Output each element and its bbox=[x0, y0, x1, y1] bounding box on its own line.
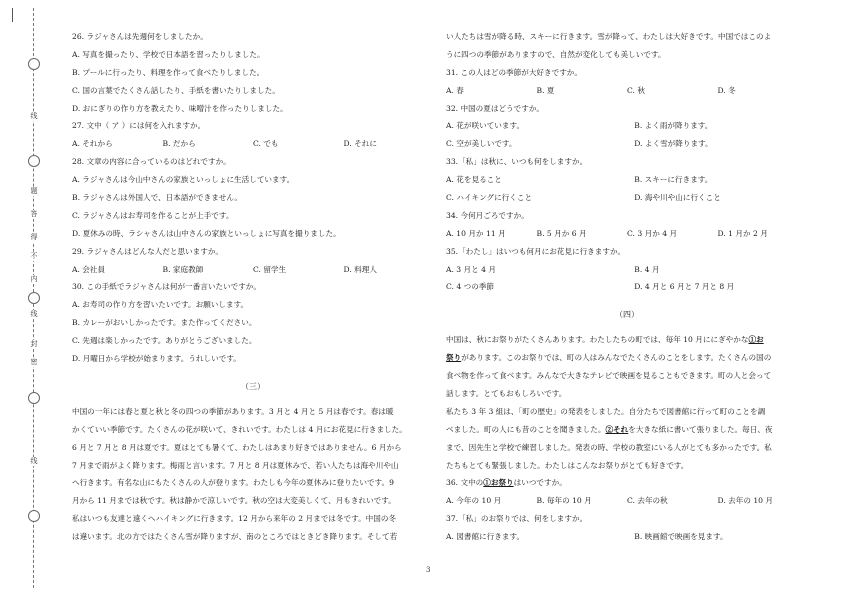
option-c: C. ハイキングに行くこと bbox=[446, 193, 533, 203]
option-c: C. 空が美しいです。 bbox=[446, 139, 517, 149]
passage-line: い人たちは雪が降る時、スキーに行きます。雪が降って、わたしは大好きです。中国ではこのよ bbox=[446, 32, 772, 41]
passage-text: があります。このお祭りでは、町の人はみんなでたくさんのことをします。たくさんの国の bbox=[461, 353, 772, 363]
margin-char: 得 bbox=[28, 233, 40, 242]
option-c: C. でも bbox=[253, 139, 279, 149]
option-b: B. ラジャさんは外国人で、日本語ができません。 bbox=[72, 193, 243, 203]
options-row bbox=[446, 225, 808, 243]
option-b: B. 5 月か 6 月 bbox=[536, 228, 587, 238]
option-a: A. 花が咲いています。 bbox=[446, 121, 525, 131]
passage-line: まで、因先生と学校で練習しました。発表の時、学校の教室にいる人がとても多かったです。私 bbox=[446, 442, 772, 452]
passage-line: 6 月と 7 月と 8 月は夏です。夏はとても暑くて、わたしはあまり好きではありません。6 月から bbox=[72, 442, 402, 452]
section-heading-4: （四） bbox=[615, 310, 639, 320]
option-b: B. 夏 bbox=[536, 85, 555, 95]
option-c: C. ラジャさんはお寿司を作ることが上手です。 bbox=[72, 210, 234, 220]
margin-char: 答 bbox=[28, 210, 40, 219]
option-b: B. スキーに行きます。 bbox=[634, 175, 713, 185]
passage-line: 月から 11 月までは秋です。秋は静かで涼しいです。秋の空は大変美しくて、月もきれいです。 bbox=[72, 496, 396, 506]
passage-text: べました。町の人にも昔のことを聞きました。 bbox=[446, 424, 606, 434]
underlined-term: ①お祭り bbox=[483, 478, 514, 488]
option-b: B. 毎年の 10 月 bbox=[536, 496, 592, 506]
option-d: D. 月曜日から学校が始まります。うれしいです。 bbox=[72, 354, 241, 364]
option-c: C. 留学生 bbox=[253, 264, 287, 274]
options-row bbox=[446, 82, 808, 100]
passage-line bbox=[446, 331, 808, 349]
passage-line bbox=[446, 421, 808, 439]
question-29: 29. ラジャさんはどんな人だと思いますか。 bbox=[72, 246, 224, 256]
question-34: 34. 今何月ごろですか。 bbox=[446, 210, 529, 220]
passage-line: は違います。北の方ではたくさん雪が降りますが、南のところではときどき降ります。そして若 bbox=[72, 532, 398, 542]
option-b: B. 家庭教師 bbox=[162, 264, 204, 274]
option-c: C. 先週は楽しかったです。ありがとうございました。 bbox=[72, 336, 257, 346]
margin-char: 封 bbox=[28, 340, 40, 349]
options-row bbox=[446, 528, 808, 546]
margin-char: 内 bbox=[28, 275, 40, 284]
binding-hole bbox=[28, 155, 40, 167]
option-d: D. 料理人 bbox=[343, 264, 377, 274]
passage-line: 7 月まで雨がよく降ります。梅雨と言います。7 月と 8 月は夏休みで、若い人たちは海や川や山 bbox=[72, 460, 399, 470]
passage-line: 食べ物を作って食べます。みんなで大きなテレビで映画を見ることもできます。町の人と会って bbox=[446, 371, 772, 381]
option-d: D. 1 月か 2 月 bbox=[717, 228, 768, 238]
option-a: A. 春 bbox=[446, 85, 464, 95]
passage-line: 中国の一年には春と夏と秋と冬の四つの季節があります。3 月と 4 月と 5 月は春です。春は暖 bbox=[72, 406, 394, 416]
option-d: D. 冬 bbox=[717, 85, 736, 95]
question-text: 36. 文中の bbox=[446, 478, 484, 488]
options-row bbox=[446, 135, 808, 153]
question-text: はいつですか。 bbox=[513, 478, 567, 488]
options-row bbox=[446, 171, 808, 189]
binding-hole bbox=[28, 392, 40, 404]
options-row bbox=[446, 278, 808, 296]
section-heading-3: （三） bbox=[241, 381, 265, 391]
option-d: D. それに bbox=[343, 139, 377, 149]
option-a: A. それから bbox=[72, 139, 113, 149]
option-d: D. 去年の 10 月 bbox=[717, 496, 774, 506]
option-c: C. 秋 bbox=[627, 85, 645, 95]
options-row bbox=[446, 189, 808, 207]
option-d: D. おにぎりの作り方を教えたり、味噌汁を作ったりしました。 bbox=[72, 103, 288, 113]
question-27: 27. 文中（ ア ）には何を入れますか。 bbox=[72, 121, 206, 131]
underlined-term: ②それ bbox=[605, 424, 629, 434]
page-number: 3 bbox=[426, 566, 431, 574]
options-row bbox=[446, 117, 808, 135]
option-a: A. お寿司の作り方を習いたいです。お願いします。 bbox=[72, 300, 249, 310]
binding-hole bbox=[28, 58, 40, 70]
question-36 bbox=[446, 474, 808, 492]
options-row bbox=[72, 261, 434, 279]
option-a: A. ラジャさんは今山中さんの家族といっしょに生活しています。 bbox=[72, 175, 295, 185]
margin-char: 线 bbox=[28, 310, 40, 319]
question-32: 32. 中国の夏はどうですか。 bbox=[446, 103, 545, 113]
question-30: 30. この手紙でラジャさんは何が一番言いたいですか。 bbox=[72, 282, 261, 292]
margin-char: 题 bbox=[28, 187, 40, 196]
underlined-term: ①お bbox=[748, 335, 764, 345]
underlined-term: 祭り bbox=[446, 353, 462, 363]
question-28: 28. 文章の内容に合っているのはどれですか。 bbox=[72, 157, 231, 167]
margin-char: 线 bbox=[28, 112, 40, 121]
passage-line: 私たち 3 年 3 組は、「町の歴史」の発表をしました。自分たちで図書館に行って町のことを調 bbox=[446, 406, 766, 416]
question-33: 33.「私」は秋に、いつも何をしますか。 bbox=[446, 157, 588, 167]
option-b: B. よく雨が降ります。 bbox=[634, 121, 713, 131]
option-c: C. 3 月か 4 月 bbox=[627, 228, 678, 238]
options-row bbox=[446, 492, 808, 510]
margin-char: 线 bbox=[28, 457, 40, 466]
left-column bbox=[72, 28, 434, 546]
margin-char: 不 bbox=[28, 252, 40, 261]
right-column bbox=[446, 28, 808, 546]
option-d: D. よく雪が降ります。 bbox=[634, 139, 713, 149]
option-d: D. 夏休みの時、ラシャさんは山中さんの家族といっしょに写真を撮りました。 bbox=[72, 228, 341, 238]
binding-hole bbox=[28, 510, 40, 522]
option-a: A. 会社員 bbox=[72, 264, 106, 274]
question-26: 26. ラジャさんは先週何をしましたか。 bbox=[72, 32, 208, 41]
passage-text: を大きな紙に書いて張りました。毎日、夜 bbox=[628, 424, 773, 434]
option-a: A. 今年の 10 月 bbox=[446, 496, 502, 506]
margin-char: 密 bbox=[28, 358, 40, 367]
option-c: C. 去年の秋 bbox=[627, 496, 668, 506]
margin-tick bbox=[12, 8, 13, 22]
passage-line: 話します。とてもおもしろいです。 bbox=[446, 389, 567, 399]
option-c: C. 国の言葉でたくさん話したり、手紙を書いたりしました。 bbox=[72, 85, 280, 95]
option-b: B. プールに行ったり、料理を作って食べたりしました。 bbox=[72, 67, 265, 77]
passage-line: うに四つの季節がありますので、自然が変化しても美しいです。 bbox=[446, 49, 666, 59]
reading-passage-3 bbox=[72, 403, 434, 546]
options-row bbox=[446, 261, 808, 279]
passage-line: へ行きます。有名な山にもたくさんの人が登ります。わたしも今年の夏休みに登りたいです。9 bbox=[72, 478, 394, 488]
option-a: A. 3 月と 4 月 bbox=[446, 264, 496, 274]
option-a: A. 10 月か 11 月 bbox=[446, 228, 506, 238]
options-row bbox=[72, 135, 434, 153]
option-b: B. カレーがおいしかったです。また作ってください。 bbox=[72, 318, 257, 328]
passage-line: たちもとても緊張しました。わたしはこんなお祭りがとても好きです。 bbox=[446, 460, 689, 470]
passage-line bbox=[446, 349, 808, 367]
option-b: B. 4 月 bbox=[634, 264, 660, 274]
option-a: A. 花を見ること bbox=[446, 175, 502, 185]
passage-text: 中国は、秋にお祭りがたくさんあります。わたしたちの町では、毎年 10 月ににぎやかな bbox=[446, 335, 749, 345]
option-b: B. 映画館で映画を見ます。 bbox=[634, 532, 728, 542]
option-d: D. 海や川や山に行くこと bbox=[634, 193, 721, 203]
question-31: 31. この人はどの季節が大好きですか。 bbox=[446, 67, 582, 77]
question-37: 37.「私」のお祭りでは、何をしますか。 bbox=[446, 514, 588, 524]
option-a: A. 図書館に行きます。 bbox=[446, 532, 525, 542]
option-d: D. 4 月と 6 月と 7 月と 8 月 bbox=[634, 282, 735, 292]
binding-hole bbox=[28, 292, 40, 304]
question-35: 35.「わたし」はいつも何月にお花見に行きますか。 bbox=[446, 246, 626, 256]
option-c: C. 4 つの季節 bbox=[446, 282, 494, 292]
reading-passage-4 bbox=[446, 331, 808, 474]
passage-line: 私はいつも友達と遠くへハイキングに行きます。12 月から来年の 2 月までは冬です。中国の冬 bbox=[72, 514, 397, 524]
passage-line: かくていい季節です。たくさんの花が咲いて、きれいです。わたしは 4 月にお花見に行きました。 bbox=[72, 424, 407, 434]
option-a: A. 写真を撮ったり、学校で日本語を習ったりしました。 bbox=[72, 49, 265, 59]
option-b: B. だから bbox=[162, 139, 196, 149]
